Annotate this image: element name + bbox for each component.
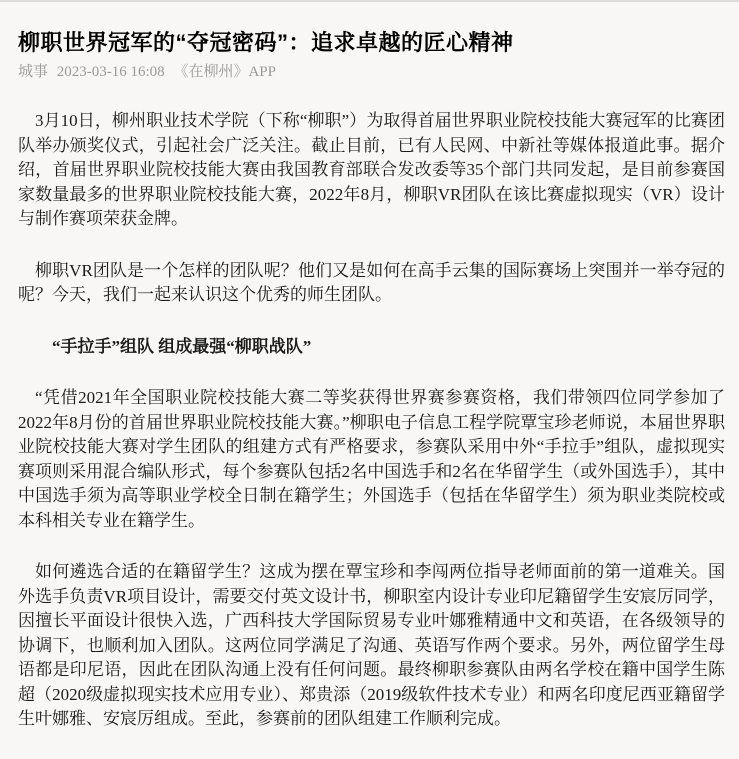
paragraph-team-rules: “凭借2021年全国职业院校技能大赛二等奖获得世界赛参赛资格，我们带领四位同学参加了2022年8月份的首届世界职业院校技能大赛。”柳职电子信息工程学院覃宝珍老师说，本届世界职业院校技能大赛对学生团队的组建方式有严格要求，参赛队采用中外“手拉手”组队，虚拟现实赛项则采用混合编队形式，每个参赛队包括2名中国选手和2名在华留学生（或外国选手），其中中国选手须为高等职业学校全日制在籍学生；外国选手（包括在华留学生）须为职业类院校或本科相关专业在籍学生。 (18, 388, 725, 530)
meta-category: 城事 (18, 64, 49, 80)
section-heading-team: “手拉手”组队 组成最强“柳职战队” (52, 336, 312, 356)
paragraph-question: 柳职VR团队是一个怎样的团队呢？他们又是如何在高手云集的国际赛场上突围并一举夺冠的呢？今天，我们一起来认识这个优秀的师生团队。 (18, 260, 725, 304)
article-meta (18, 62, 725, 82)
meta-datetime: 2023-03-16 16:08 (56, 64, 165, 80)
article-title: 柳职世界冠军的“夺冠密码”：追求卓越的匠心精神 (18, 30, 514, 55)
paragraph-team-selection: 如何遴选合适的在籍留学生？这成为摆在覃宝珍和李闯两位指导老师面前的第一道难关。国外选手负责VR项目设计，需要交付英文设计书，柳职室内设计专业印尼籍留学生安宸厉同学，因擅长平面设计很快入选，广西科技大学国际贸易专业叶娜雅精通中文和英语，在各级领导的协调下，也顺利加入团队。这两位同学满足了沟通、英语写作两个要求。另外，两位留学生母语都是印尼语，因此在团队沟通上没有任何问题。最终柳职参赛队由两名学校在籍中国学生陈超（2020级虚拟现实技术应用专业）、郑贵添（2019级软件技术专业）和两名印度尼西亚籍留学生叶娜雅、安宸厉组成。至此，参赛前的团队组建工作顺利完成。 (18, 562, 725, 728)
article-body (0, 2, 739, 750)
paragraph-intro: 3月10日，柳州职业技术学院（下称“柳职”）为取得首届世界职业院校技能大赛冠军的比赛团队举办颁奖仪式，引起社会广泛关注。截止目前，已有人民网、中新社等媒体报道此事。据介绍，首届世界职业院校技能大赛由我国教育部联合发改委等35个部门共同发起，是目前参赛国家数量最多的世界职业院校技能大赛，2022年8月，柳职VR团队在该比赛虚拟现实（VR）设计与制作赛项荣获金牌。 (18, 111, 725, 228)
meta-source: 《在柳州》APP (173, 64, 276, 80)
